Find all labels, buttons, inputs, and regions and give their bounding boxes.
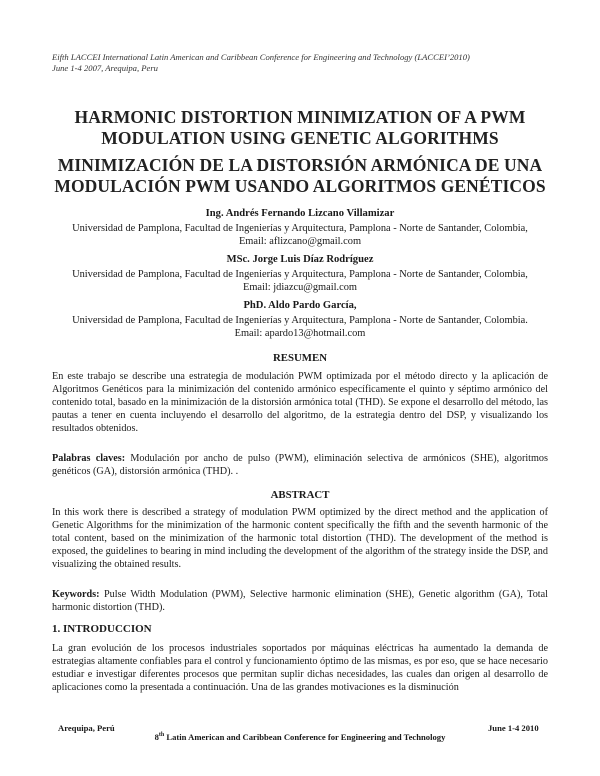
footer-date: June 1-4 2010 — [488, 723, 539, 733]
author-affiliation: Universidad de Pamplona, Facultad de Ingenierías y Arquitectura, Pamplona - Norte de Santander, Colombia. — [72, 315, 528, 326]
author-1 — [40, 207, 560, 248]
intro-text: La gran evolución de los procesos industriales soportados por máquinas eléctricas ha aumentado la demanda de estrategias altamente confiables para el control y funcionamiento óptimo de las mismas, es por eso, que se hace necesario estudiar e investigar diferentes procesos que permitan suplir dichas necesidades, las cuales dan origen al desarrollo de aplicaciones como la presentada a continuación. Una de las grandes motivaciones es la disminución — [52, 643, 548, 693]
title-english-line2: MODULATION USING GENETIC ALGORITHMS — [101, 128, 499, 148]
running-head-line1: Eifth LACCEI International Latin American and Caribbean Conference for Engineering and Technology (LACCEI’2010) — [52, 52, 470, 62]
title-english — [40, 107, 560, 149]
title-english-line1: HARMONIC DISTORTION MINIMIZATION OF A PWM — [74, 107, 526, 127]
footer-conf-suffix: th — [158, 732, 165, 739]
palabras-claves — [52, 452, 548, 478]
author-name: Ing. Andrés Fernando Lizcano Villamizar — [205, 208, 395, 219]
author-affiliation: Universidad de Pamplona, Facultad de Ingenierías y Arquitectura, Pamplona - Norte de Santander, Colombia, — [72, 223, 528, 234]
author-email: Email: apardo13@hotmail.com — [234, 328, 366, 339]
author-email: Email: jdiazcu@gmail.com — [242, 282, 358, 293]
intro-heading: 1. INTRODUCCION — [52, 623, 152, 635]
footer-location: Arequipa, Perú — [58, 723, 115, 733]
resumen-text: En este trabajo se describe una estrategia de modulación PWM optimizada por el método directo y la aplicación de Algoritmos Genéticos para la minimización del contenido armónico específicamente el quinto y séptimo armónico del contenido total, basado en la minimización de la distorsión armónica total (THD). Se expone el desarrollo del método, las pautas a tener en cuenta incluyendo el desarrollo del algoritmo, de la estrategia dentro del DSP, y visualizando los resultados obtenidos. — [52, 371, 548, 434]
title-spanish-line1: MINIMIZACIÓN DE LA DISTORSIÓN ARMÓNICA DE UNA — [57, 155, 543, 175]
author-affiliation: Universidad de Pamplona, Facultad de Ingenierías y Arquitectura, Pamplona - Norte de Santander, Colombia, — [72, 269, 528, 280]
palabras-label: Palabras claves: — [52, 453, 126, 464]
keywords — [52, 588, 548, 614]
author-3 — [40, 299, 560, 340]
author-name: MSc. Jorge Luis Díaz Rodríguez — [226, 254, 374, 265]
title-spanish — [40, 155, 560, 197]
footer-conf-text: Latin American and Caribbean Conference for Engineering and Technology — [164, 732, 446, 742]
resumen-heading: RESUMEN — [273, 352, 327, 364]
footer-conf-number: 8 — [154, 732, 159, 742]
running-head-line2: June 1-4 2007, Arequipa, Peru — [52, 63, 158, 73]
footer-conference — [60, 732, 540, 742]
author-2 — [40, 253, 560, 294]
keywords-text: Pulse Width Modulation (PWM), Selective harmonic elimination (SHE), Genetic algorithm (GA), Total harmonic distortion (THD). — [52, 589, 548, 613]
running-head — [52, 52, 552, 74]
abstract-heading: ABSTRACT — [270, 489, 330, 501]
keywords-label: Keywords: — [52, 589, 100, 600]
abstract-text: In this work there is described a strategy of modulation PWM optimized by the direct method and the application of Genetic Algorithms for the minimization of the harmonic content specifically the fifth and the seventh harmonic of the total content, based on the minimization of the harmonic total distortion (THD). The development of the method is exposed, the guidelines to bearing in mind including the development of the algorithm of the strategy inside the DSP, and visualizing the obtained results. — [52, 507, 548, 570]
author-email: Email: aflizcano@gmail.com — [238, 236, 362, 247]
author-name: PhD. Aldo Pardo García, — [243, 300, 357, 311]
palabras-text: Modulación por ancho de pulso (PWM), eliminación selectiva de armónicos (SHE), algoritmos genéticos (GA), distorsión armónica (THD). . — [52, 453, 548, 477]
title-spanish-line2: MODULACIÓN PWM USANDO ALGORITMOS GENÉTICOS — [54, 176, 546, 196]
